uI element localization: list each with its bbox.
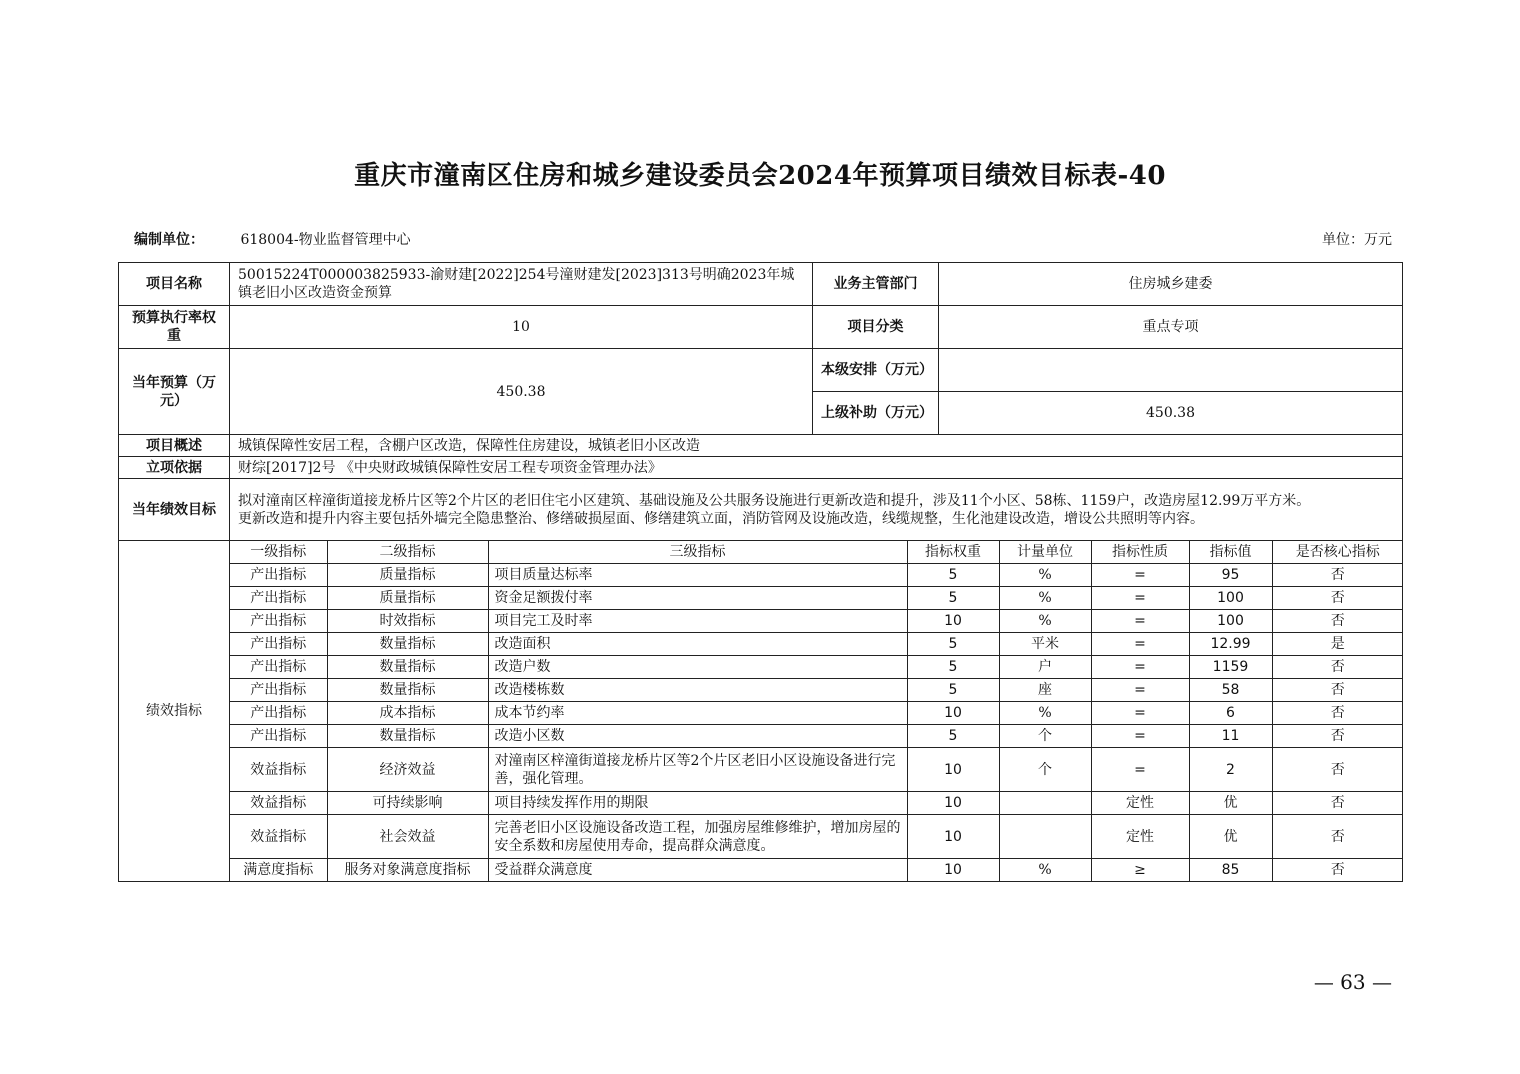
indicator-weight: 10 xyxy=(907,748,999,792)
page-title: 重庆市潼南区住房和城乡建设委员会2024年预算项目绩效目标表-40 xyxy=(354,161,1166,191)
indicator-l1: 产出指标 xyxy=(230,610,327,633)
indicator-unit: 个 xyxy=(999,725,1091,748)
indicator-l2: 数量指标 xyxy=(327,656,488,679)
indicator-unit: % xyxy=(999,587,1091,610)
indicator-l1: 产出指标 xyxy=(230,633,327,656)
indicator-value: 85 xyxy=(1189,859,1272,882)
indicator-l1: 产出指标 xyxy=(230,679,327,702)
page-number: — 63 — xyxy=(1313,970,1392,994)
indicator-l3: 成本节约率 xyxy=(488,702,907,725)
indicator-nature: = xyxy=(1091,748,1189,792)
indicator-l2: 经济效益 xyxy=(327,748,488,792)
indicator-unit: % xyxy=(999,564,1091,587)
indicator-l1: 产出指标 xyxy=(230,702,327,725)
indicator-weight: 5 xyxy=(907,564,999,587)
indicator-value: 100 xyxy=(1189,610,1272,633)
indicator-l2: 数量指标 xyxy=(327,679,488,702)
unit-label: 单位：万元 xyxy=(1322,232,1392,248)
indicator-value: 6 xyxy=(1189,702,1272,725)
indicator-value: 95 xyxy=(1189,564,1272,587)
indicator-nature: = xyxy=(1091,702,1189,725)
value-budget: 450.38 xyxy=(230,349,813,435)
indicator-l1: 产出指标 xyxy=(230,564,327,587)
indicator-core: 否 xyxy=(1272,748,1403,792)
indicator-core: 否 xyxy=(1272,656,1403,679)
label-basis: 立项依据 xyxy=(119,457,230,479)
performance-table xyxy=(118,262,1403,882)
indicator-core: 否 xyxy=(1272,702,1403,725)
value-dept: 住房城乡建委 xyxy=(939,263,1403,306)
indicator-header-row xyxy=(230,541,1403,564)
indicator-weight: 5 xyxy=(907,587,999,610)
indicator-core: 否 xyxy=(1272,610,1403,633)
indicator-row xyxy=(230,725,1403,748)
indicator-cell xyxy=(230,541,1403,882)
indicator-core: 是 xyxy=(1272,633,1403,656)
indicator-row xyxy=(230,792,1403,815)
indicator-unit xyxy=(999,815,1091,859)
label-dept: 业务主管部门 xyxy=(813,263,939,306)
compiler-info xyxy=(134,229,411,249)
indicator-row xyxy=(230,564,1403,587)
indicator-l1: 产出指标 xyxy=(230,656,327,679)
label-indicators: 绩效指标 xyxy=(119,541,230,882)
header-value: 指标值 xyxy=(1189,541,1272,564)
value-weight: 10 xyxy=(230,306,813,349)
indicator-nature: = xyxy=(1091,725,1189,748)
indicator-weight: 5 xyxy=(907,656,999,679)
indicator-weight: 5 xyxy=(907,679,999,702)
value-category: 重点专项 xyxy=(939,306,1403,349)
indicator-weight: 10 xyxy=(907,702,999,725)
value-local xyxy=(939,349,1403,392)
value-goal xyxy=(230,479,1403,541)
indicator-nature: = xyxy=(1091,633,1189,656)
indicator-l1: 效益指标 xyxy=(230,815,327,859)
indicator-l3: 完善老旧小区设施设备改造工程，加强房屋维修维护，增加房屋的安全系数和房屋使用寿命，提高群众满意度。 xyxy=(488,815,907,859)
indicator-l3: 改造小区数 xyxy=(488,725,907,748)
label-overview: 项目概述 xyxy=(119,435,230,457)
indicator-l3: 改造面积 xyxy=(488,633,907,656)
indicator-l2: 质量指标 xyxy=(327,587,488,610)
label-goal: 当年绩效目标 xyxy=(119,479,230,541)
indicator-row xyxy=(230,633,1403,656)
indicator-core: 否 xyxy=(1272,725,1403,748)
indicator-l2: 可持续影响 xyxy=(327,792,488,815)
indicator-l2: 时效指标 xyxy=(327,610,488,633)
indicator-unit: 户 xyxy=(999,656,1091,679)
value-project-name: 50015224T000003825933-渝财建[2022]254号潼财建发[2023]313号明确2023年城镇老旧小区改造资金预算 xyxy=(230,263,813,306)
label-budget: 当年预算（万元） xyxy=(119,349,230,435)
indicator-value: 2 xyxy=(1189,748,1272,792)
header-core: 是否核心指标 xyxy=(1272,541,1403,564)
indicator-l2: 服务对象满意度指标 xyxy=(327,859,488,882)
header-weight: 指标权重 xyxy=(907,541,999,564)
indicator-unit: % xyxy=(999,702,1091,725)
indicator-row xyxy=(230,859,1403,882)
label-weight: 预算执行率权重 xyxy=(119,306,230,349)
indicator-weight: 10 xyxy=(907,859,999,882)
indicator-nature: = xyxy=(1091,587,1189,610)
indicator-l2: 成本指标 xyxy=(327,702,488,725)
indicator-value: 12.99 xyxy=(1189,633,1272,656)
indicator-nature: = xyxy=(1091,679,1189,702)
label-project-name: 项目名称 xyxy=(119,263,230,306)
indicator-nature: = xyxy=(1091,610,1189,633)
indicator-nature: = xyxy=(1091,656,1189,679)
indicator-row xyxy=(230,587,1403,610)
indicator-value: 11 xyxy=(1189,725,1272,748)
indicator-row xyxy=(230,679,1403,702)
indicator-core: 否 xyxy=(1272,859,1403,882)
indicator-weight: 10 xyxy=(907,815,999,859)
goal-line-2: 更新改造和提升内容主要包括外墙完全隐患整治、修缮破损屋面、修缮建筑立面，消防管网及设施改造，线缆规整，生化池建设改造，增设公共照明等内容。 xyxy=(238,510,1204,527)
header-unit: 计量单位 xyxy=(999,541,1091,564)
indicator-l2: 数量指标 xyxy=(327,633,488,656)
indicator-unit: 平米 xyxy=(999,633,1091,656)
indicator-l1: 效益指标 xyxy=(230,792,327,815)
compiler-label: 编制单位： xyxy=(134,232,204,248)
indicator-unit: % xyxy=(999,610,1091,633)
indicator-row xyxy=(230,656,1403,679)
goal-line-1: 拟对潼南区梓潼街道接龙桥片区等2个片区的老旧住宅小区建筑、基础设施及公共服务设施进行更新改造和提升，涉及11个小区、58栋、1159户，改造房屋12.99万平方米。 xyxy=(238,492,1311,509)
header-l3: 三级指标 xyxy=(488,541,907,564)
indicator-l1: 产出指标 xyxy=(230,725,327,748)
indicator-core: 否 xyxy=(1272,815,1403,859)
indicator-unit: 座 xyxy=(999,679,1091,702)
header-l2: 二级指标 xyxy=(327,541,488,564)
label-local: 本级安排（万元） xyxy=(813,349,939,392)
indicator-core: 否 xyxy=(1272,792,1403,815)
indicator-l2: 质量指标 xyxy=(327,564,488,587)
indicator-value: 1159 xyxy=(1189,656,1272,679)
indicator-nature: 定性 xyxy=(1091,815,1189,859)
compiler-value: 618004-物业监督管理中心 xyxy=(240,232,411,248)
label-category: 项目分类 xyxy=(813,306,939,349)
indicator-nature: = xyxy=(1091,564,1189,587)
indicator-value: 优 xyxy=(1189,792,1272,815)
indicator-row xyxy=(230,815,1403,859)
indicator-row xyxy=(230,702,1403,725)
indicator-weight: 5 xyxy=(907,725,999,748)
indicator-value: 58 xyxy=(1189,679,1272,702)
indicator-row xyxy=(230,610,1403,633)
indicator-l3: 项目持续发挥作用的期限 xyxy=(488,792,907,815)
indicator-l1: 效益指标 xyxy=(230,748,327,792)
indicator-unit: 个 xyxy=(999,748,1091,792)
indicator-value: 100 xyxy=(1189,587,1272,610)
indicator-nature: ≥ xyxy=(1091,859,1189,882)
indicator-unit: % xyxy=(999,859,1091,882)
indicator-nature: 定性 xyxy=(1091,792,1189,815)
indicator-l2: 数量指标 xyxy=(327,725,488,748)
indicator-l3: 项目质量达标率 xyxy=(488,564,907,587)
indicator-core: 否 xyxy=(1272,587,1403,610)
indicator-weight: 10 xyxy=(907,610,999,633)
indicator-l3: 项目完工及时率 xyxy=(488,610,907,633)
indicator-l3: 资金足额拨付率 xyxy=(488,587,907,610)
indicator-row xyxy=(230,748,1403,792)
indicator-table xyxy=(230,541,1403,881)
indicator-core: 否 xyxy=(1272,679,1403,702)
indicator-l2: 社会效益 xyxy=(327,815,488,859)
value-basis: 财综[2017]2号 《中央财政城镇保障性安居工程专项资金管理办法》 xyxy=(230,457,1403,479)
indicator-l1: 满意度指标 xyxy=(230,859,327,882)
indicator-l1: 产出指标 xyxy=(230,587,327,610)
value-overview: 城镇保障性安居工程，含棚户区改造，保障性住房建设，城镇老旧小区改造 xyxy=(230,435,1403,457)
indicator-body xyxy=(230,541,1403,881)
indicator-l3: 改造户数 xyxy=(488,656,907,679)
label-upper: 上级补助（万元） xyxy=(813,392,939,435)
indicator-value: 优 xyxy=(1189,815,1272,859)
indicator-core: 否 xyxy=(1272,564,1403,587)
header-l1: 一级指标 xyxy=(230,541,327,564)
indicator-l3: 改造楼栋数 xyxy=(488,679,907,702)
indicator-l3: 受益群众满意度 xyxy=(488,859,907,882)
indicator-weight: 5 xyxy=(907,633,999,656)
indicator-unit xyxy=(999,792,1091,815)
indicator-l3: 对潼南区梓潼街道接龙桥片区等2个片区老旧小区设施设备进行完善，强化管理。 xyxy=(488,748,907,792)
value-upper: 450.38 xyxy=(939,392,1403,435)
header-nature: 指标性质 xyxy=(1091,541,1189,564)
indicator-weight: 10 xyxy=(907,792,999,815)
